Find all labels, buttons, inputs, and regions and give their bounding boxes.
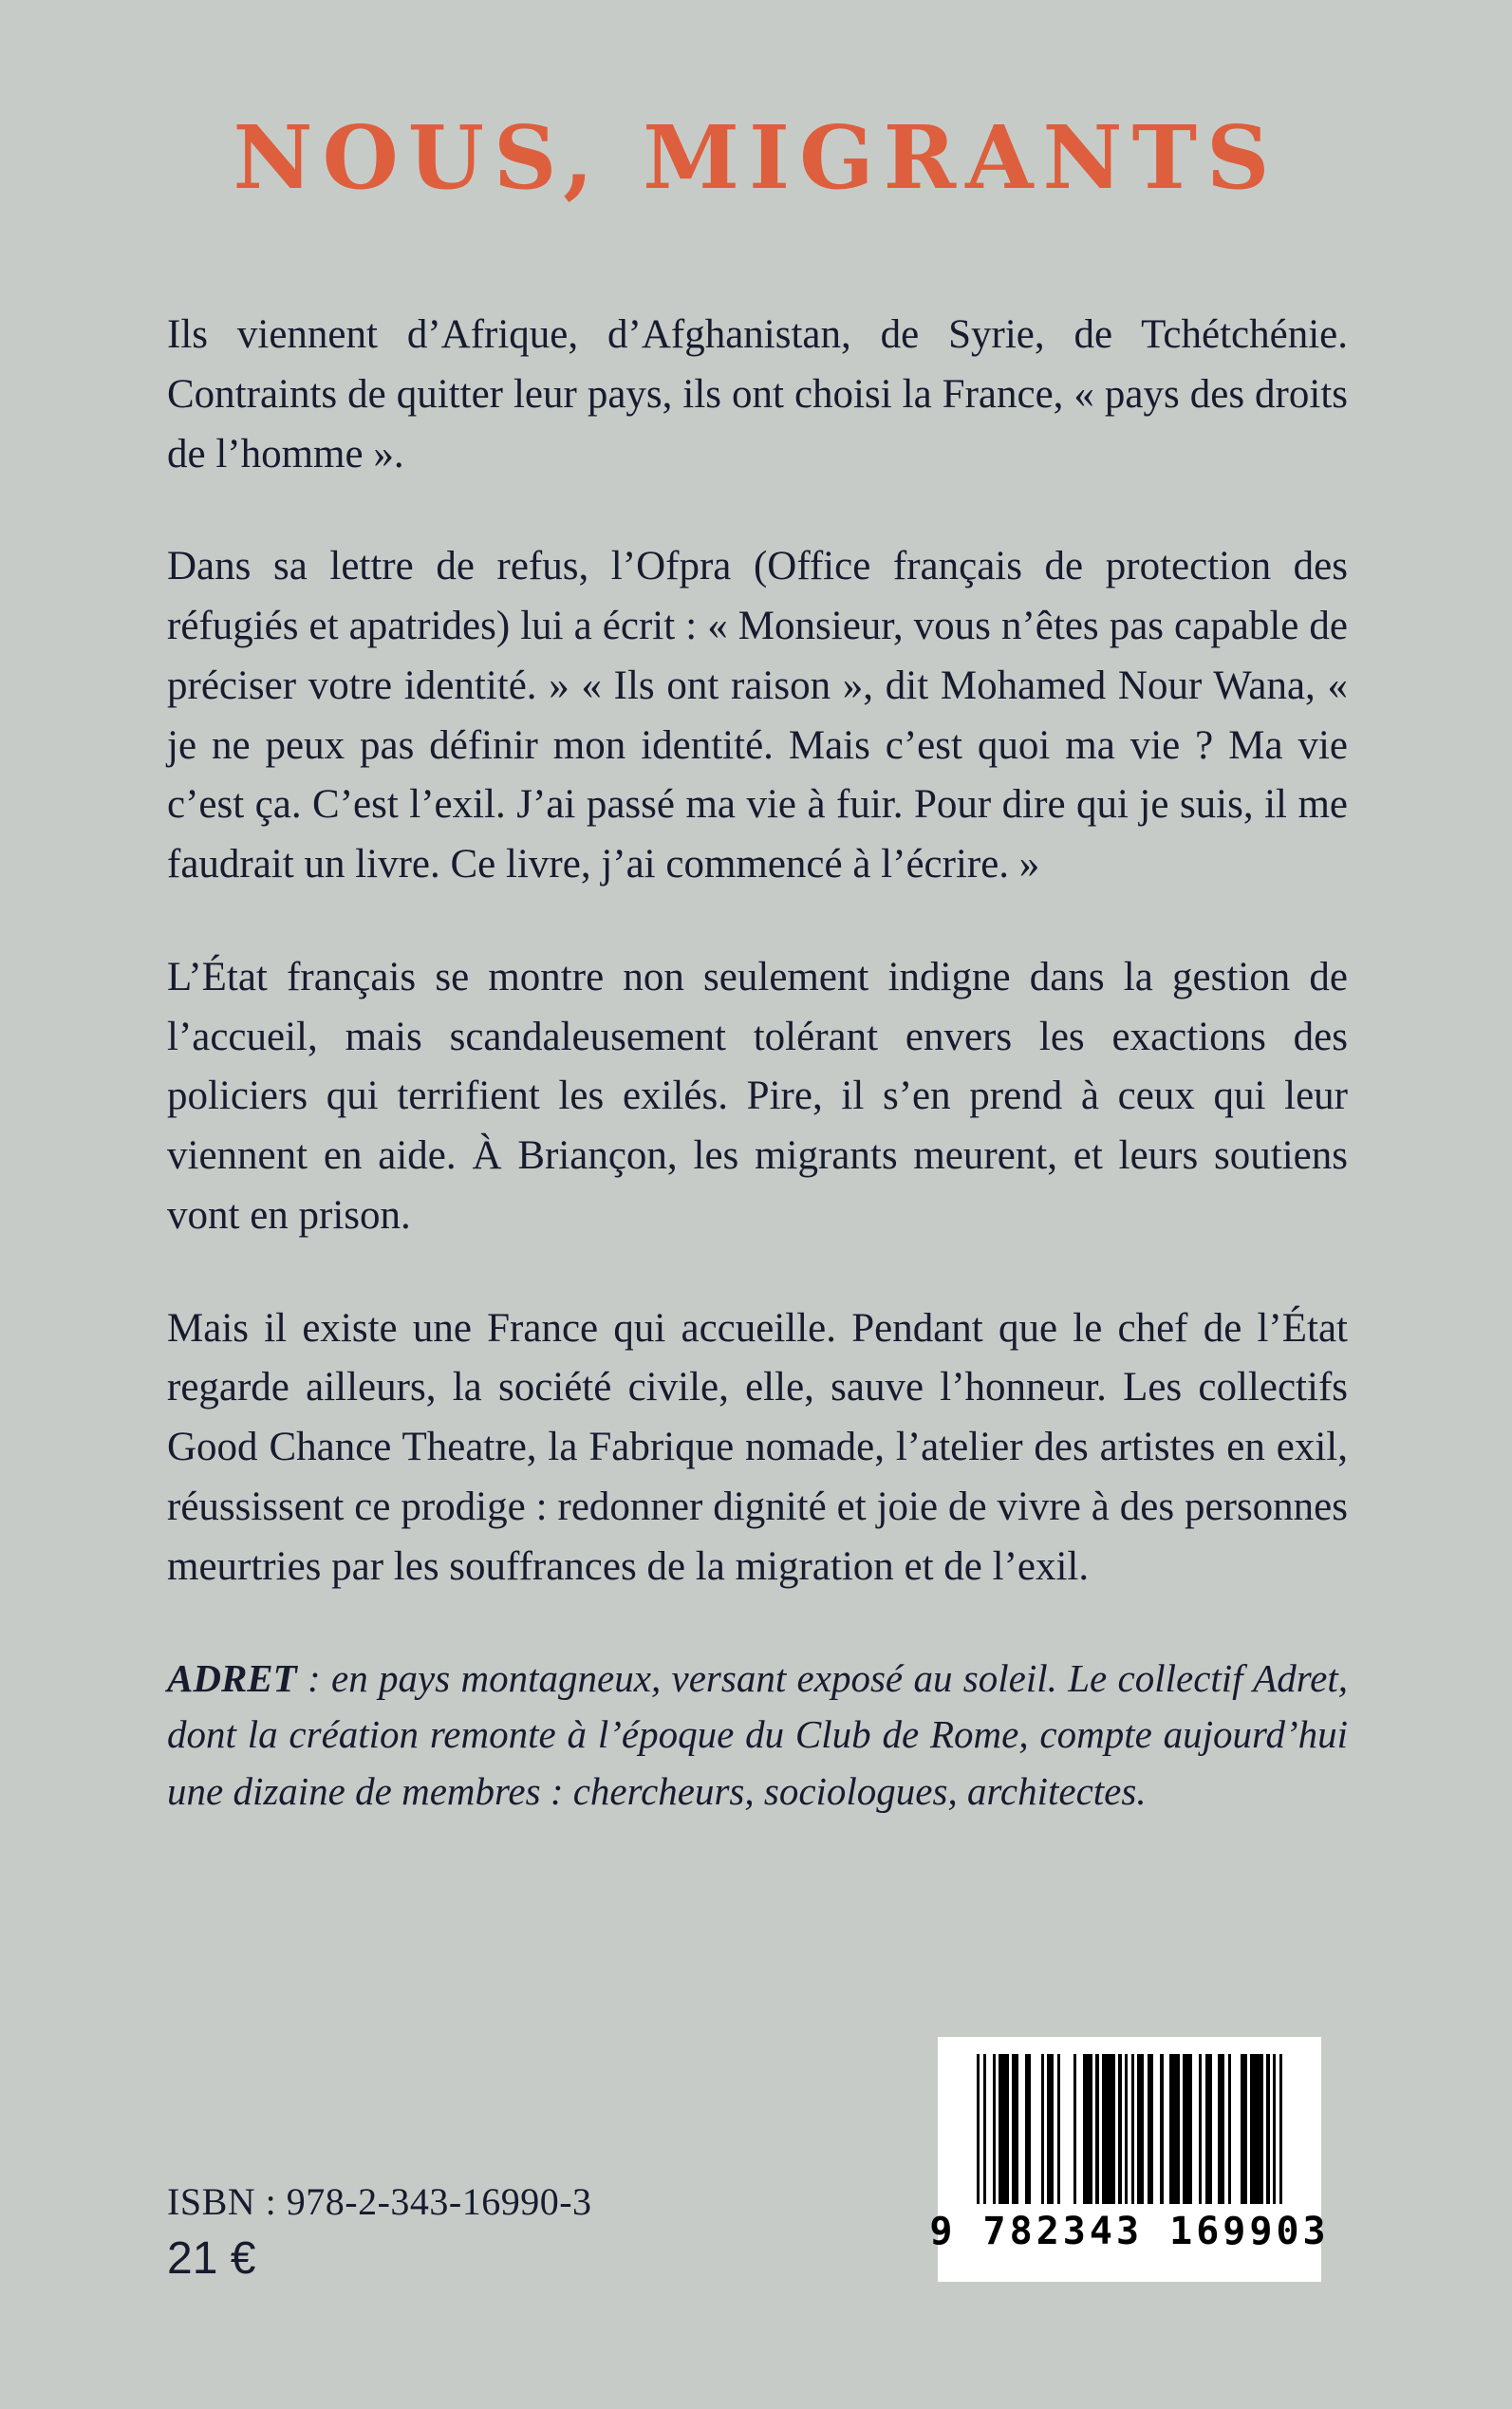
back-cover-text (167, 306, 1348, 1821)
barcode-bars-graphic (977, 2054, 1283, 2204)
price-text: 21 € (167, 2233, 256, 2284)
isbn-text: ISBN : 978-2-343-16990-3 (167, 2180, 592, 2223)
paragraph-adret (167, 1651, 1348, 1821)
paragraph-etat-francais: L’État français se montre non seulement indigne dans la gestion de l’accueil, mais scandaleusement tolérant envers les exactions des policiers qui terrifient les exilés. Pire, il s’en prend à ceux qui leur viennent en aide. À Briançon, les migrants meurent, et leurs soutiens vont en prison. (167, 954, 1348, 1238)
paragraph-france-qui-accueille: Mais il existe une France qui accueille. Pendant que le chef de l’État regarde ailleurs, la société civile, elle, sauve l’honneur. Les collectifs Good Chance Theatre, la Fabrique nomade, l’atelier des artistes en exil, réussissent ce prodige : redonner dignité et joie de vivre à des personnes meurtries par les souffrances de la migration et de l’exil. (167, 1305, 1348, 1589)
barcode (929, 2037, 1330, 2282)
adret-definition: : en pays montagneux, versant exposé au soleil. Le collectif Adret, dont la création remonte à l’époque du Club de Rome, compte aujourd’hui une dizaine de membres : chercheurs, sociologues, architectes. (167, 1655, 1348, 1814)
barcode-number: 9 782343 169903 (929, 2210, 1330, 2253)
book-title: NOUS, MIGRANTS (233, 106, 1279, 209)
adret-label: ADRET (167, 1655, 297, 1700)
paragraph-ofpra-letter: Dans sa lettre de refus, l’Ofpra (Office français de protection des réfugiés et apatrides) lui a écrit : « Monsieur, vous n’êtes pas capable de préciser votre identité. » « Ils ont raison », dit Mohamed Nour Wana, « je ne peux pas définir mon identité. Mais c’est quoi ma vie ? Ma vie c’est ça. C’est l’exil. J’ai passé ma vie à fuir. Pour dire qui je suis, il me faudrait un livre. Ce livre, j’ai commencé à l’écrire. » (167, 544, 1348, 887)
paragraph-origins: Ils viennent d’Afrique, d’Afghanistan, de Syrie, de Tchétchénie. Contraints de quitter leur pays, ils ont choisi la France, « pays des droits de l’homme ». (167, 312, 1348, 476)
